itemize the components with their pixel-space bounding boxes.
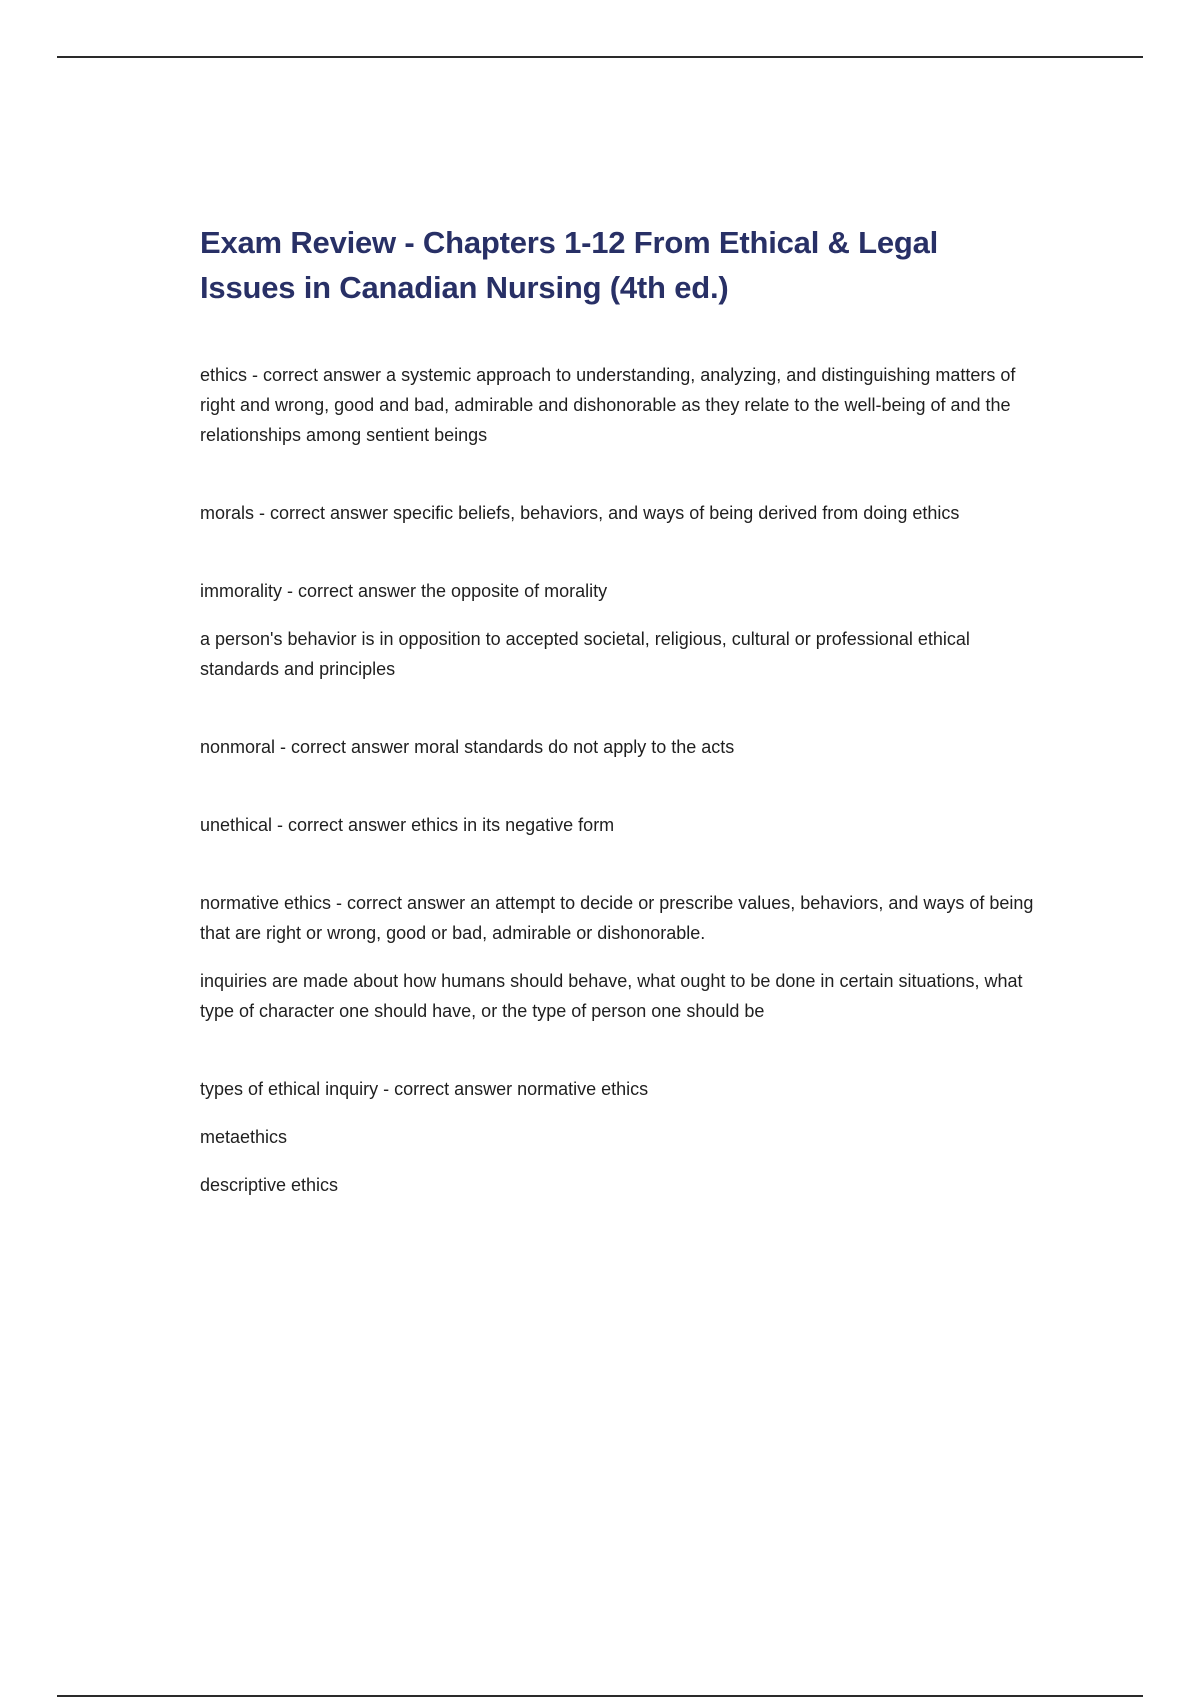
document-title: Exam Review - Chapters 1-12 From Ethical & Legal Issues in Canadian Nursing (4th ed.) bbox=[200, 225, 939, 305]
page-content bbox=[200, 220, 1040, 1248]
entry-text: immorality - correct answer the opposite of morality bbox=[200, 581, 608, 601]
top-divider bbox=[57, 56, 1143, 58]
entry-text: inquiries are made about how humans should behave, what ought to be done in certain situations, what type of character one should have, or the type of person one should be bbox=[200, 971, 1023, 1021]
entry-text: metaethics bbox=[200, 1127, 288, 1147]
entry-text: normative ethics - correct answer an attempt to decide or prescribe values, behaviors, and ways of being that are right or wrong, good or bad, admirable or dishonorable. bbox=[200, 893, 1034, 943]
entry-nonmoral bbox=[200, 732, 1040, 762]
entry-types-of-ethical-inquiry bbox=[200, 1074, 1040, 1200]
entry-unethical bbox=[200, 810, 1040, 840]
entry-morals bbox=[200, 498, 1040, 528]
entry-list bbox=[200, 360, 1040, 1200]
entry-text: nonmoral - correct answer moral standards do not apply to the acts bbox=[200, 737, 735, 757]
entry-normative-ethics bbox=[200, 888, 1040, 1026]
bottom-divider bbox=[57, 1695, 1143, 1697]
entry-text: morals - correct answer specific beliefs, behaviors, and ways of being derived from doing ethics bbox=[200, 503, 960, 523]
entry-immorality bbox=[200, 576, 1040, 684]
entry-ethics bbox=[200, 360, 1040, 450]
entry-text: descriptive ethics bbox=[200, 1175, 339, 1195]
entry-text: ethics - correct answer a systemic approach to understanding, analyzing, and distinguishing matters of right and wrong, good and bad, admirable and dishonorable as they relate to the well-being of and the relationships among sentient beings bbox=[200, 365, 1016, 445]
entry-text: a person's behavior is in opposition to accepted societal, religious, cultural or professional ethical standards and principles bbox=[200, 629, 970, 679]
entry-text: types of ethical inquiry - correct answer normative ethics bbox=[200, 1079, 649, 1099]
entry-text: unethical - correct answer ethics in its negative form bbox=[200, 815, 615, 835]
